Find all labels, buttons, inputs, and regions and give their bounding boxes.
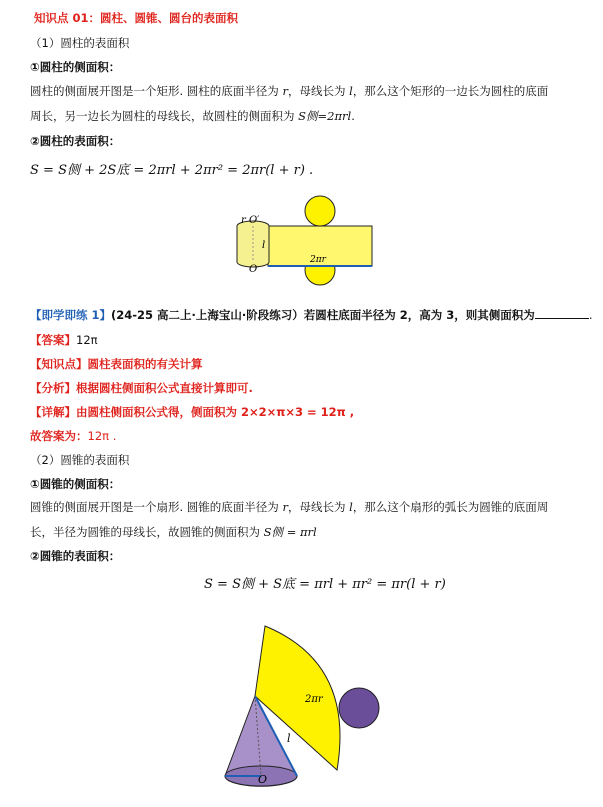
cone-lateral-formula: S侧 = πrl xyxy=(263,525,317,539)
exercise-question-text: (24-25 高二上·上海宝山·阶段练习）若圆柱底面半径为 2，高为 3，则其侧面积为 xyxy=(111,308,535,322)
cylinder-lateral-title: ①圆柱的侧面积： xyxy=(30,60,121,74)
detail-line xyxy=(30,404,354,420)
analysis-text: 根据圆柱侧面积公式直接计算即可. xyxy=(76,381,253,395)
kp-tag: 【知识点】 xyxy=(30,357,88,371)
answer-line xyxy=(30,332,98,348)
conclusion-value: 12π . xyxy=(87,429,117,443)
conclusion-line xyxy=(30,428,116,444)
answer-tag: 【答案】 xyxy=(30,333,76,347)
base-circle xyxy=(339,688,379,728)
var-l: l xyxy=(349,500,353,514)
detail-text: 由圆柱侧面积公式得，侧面积为 2×2×π×3 = 12π , xyxy=(76,405,355,419)
fig-label-center: O xyxy=(258,773,268,786)
text-seg: 圆锥的侧面展开图是一个扇形. 圆锥的底面半径为 xyxy=(30,500,283,514)
period: . xyxy=(351,109,355,123)
fig-label-arc: 2πr xyxy=(305,694,323,705)
text-seg: ，那么这个扇形的弧长为圆锥的底面周 xyxy=(352,500,549,514)
knowledge-point-line xyxy=(30,356,203,372)
answer-value: 12π xyxy=(76,333,98,347)
text-seg: 圆柱的侧面展开图是一个矩形. 圆柱的底面半径为 xyxy=(30,84,283,98)
top-base-circle xyxy=(305,196,335,226)
cylinder-section-title: （1）圆柱的表面积 xyxy=(30,36,130,50)
cone-surface-title: ②圆锥的表面积： xyxy=(30,549,121,563)
cylinder-lateral-formula: S侧=2πrl xyxy=(298,109,352,123)
fig-label-top: r O′ xyxy=(241,215,260,226)
detail-tag: 【详解】 xyxy=(30,405,76,419)
cone-surface-formula: S = S侧 + S底 = πrl + πr² = πr(l + r) xyxy=(204,577,446,592)
fig-label-slant: l xyxy=(287,732,291,745)
cylinder-lateral-text-line1 xyxy=(30,83,548,99)
answer-blank xyxy=(535,308,589,319)
text-seg: ，那么这个矩形的一边长为圆柱的底面 xyxy=(352,84,549,98)
cylinder-lateral-text-line2 xyxy=(30,108,355,124)
cone-section-title: （2）圆锥的表面积 xyxy=(30,453,130,467)
cone-lateral-text-line2 xyxy=(30,524,317,540)
var-l: l xyxy=(349,84,353,98)
analysis-line xyxy=(30,380,253,396)
period: . xyxy=(588,308,593,322)
analysis-tag: 【分析】 xyxy=(30,381,76,395)
cone-lateral-title: ①圆锥的侧面积： xyxy=(30,477,121,491)
text-seg: 周长，另一边长为圆柱的母线长，故圆柱的侧面积为 xyxy=(30,109,299,123)
exercise-tag: 【即学即练 1】 xyxy=(30,308,112,322)
fig-label-height: l xyxy=(262,240,266,251)
fig-label-arc: 2πr xyxy=(310,255,326,265)
var-r: r xyxy=(282,500,288,514)
cylinder-surface-title: ②圆柱的表面积： xyxy=(30,134,121,148)
var-r: r xyxy=(282,84,288,98)
cone-lateral-text-line1 xyxy=(30,499,548,515)
conclusion-label: 故答案为： xyxy=(30,429,88,443)
cylinder-net-figure xyxy=(222,190,382,290)
cone-net-figure xyxy=(205,618,395,798)
fig-label-bottom: O xyxy=(249,264,258,275)
text-seg: 长，半径为圆锥的母线长，故圆锥的侧面积为 xyxy=(30,525,264,539)
text-seg: ，母线长为 xyxy=(287,500,350,514)
section-heading: 知识点 01：圆柱、圆锥、圆台的表面积 xyxy=(34,11,239,25)
cylinder-surface-formula: S = S侧 + 2S底 = 2πrl + 2πr² = 2πr(l + r) . xyxy=(30,163,314,178)
exercise-question xyxy=(30,307,592,323)
kp-text: 圆柱表面积的有关计算 xyxy=(87,357,203,371)
text-seg: ，母线长为 xyxy=(287,84,350,98)
